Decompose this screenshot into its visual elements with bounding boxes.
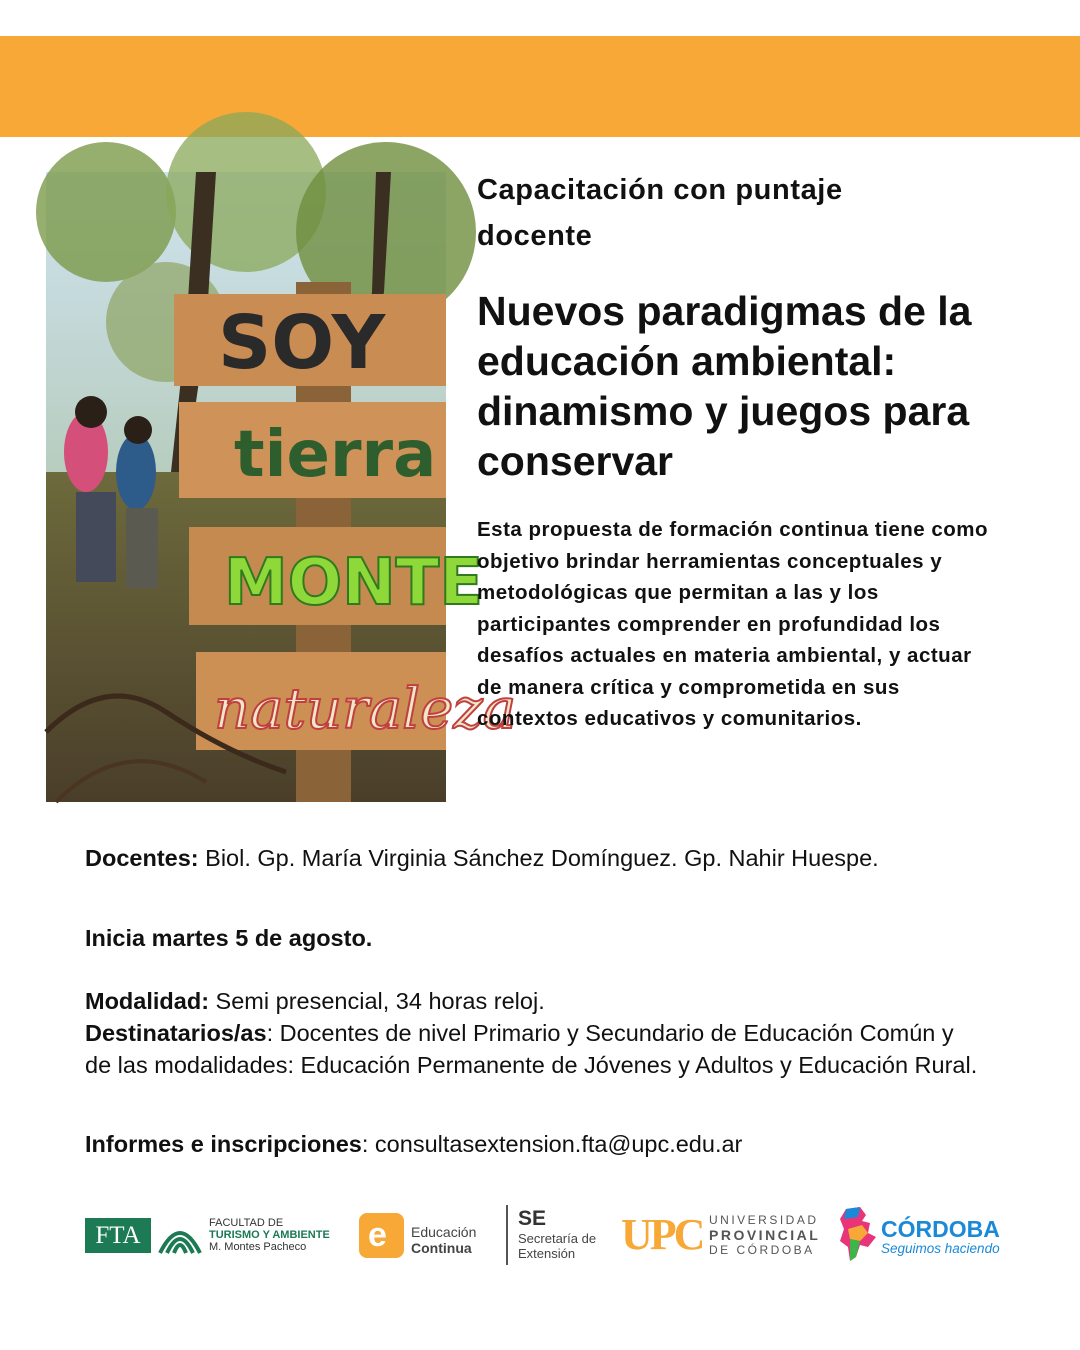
destinatarios-line: [85, 1017, 985, 1081]
docentes-label: Docentes:: [85, 845, 199, 871]
sign-text-soy: SOY: [218, 300, 386, 386]
cordoba-logo-text: [881, 1217, 1000, 1257]
se-line-1: Secretaría de: [518, 1231, 597, 1246]
modalidad-label: Modalidad:: [85, 988, 210, 1014]
upc-line-2: PROVINCIAL: [709, 1227, 821, 1243]
cordoba-tagline: Seguimos haciendo: [881, 1241, 1000, 1256]
docentes-line: [85, 842, 985, 874]
docentes-value: Biol. Gp. María Virginia Sánchez Domínguez. Gp. Nahir Huespe.: [198, 845, 879, 871]
informes-line: [85, 1128, 985, 1160]
secretaria-extension-logo: [518, 1207, 596, 1261]
fta-line-2: TURISMO Y AMBIENTE: [209, 1229, 330, 1241]
course-description: Esta propuesta de formación continua tiene como objetivo brindar herramientas conceptuales y metodológicas que permitan a las y los participantes comprender en profundidad los desafíos actuales en materia ambiental, y actuar de manera crítica y comprometida en sus contextos educativos y comunitarios.: [477, 518, 989, 730]
upc-logo-mark: UPC: [621, 1210, 703, 1259]
course-title: Nuevos paradigmas de la educación ambiental: dinamismo y juegos para conservar: [477, 288, 972, 484]
cordoba-map-icon: [838, 1207, 878, 1263]
upc-line-3: DE CÓRDOBA: [709, 1243, 815, 1257]
top-accent-bar: [0, 36, 1080, 137]
se-abbr: SE: [518, 1207, 547, 1230]
educacion-continua-text: [411, 1224, 476, 1256]
destinatarios-value: : Docentes de nivel Primario y Secundario de Educación Común y de las modalidades: Educación Permanente de Jóvenes y Adultos y Educación Rural.: [85, 1020, 978, 1078]
se-line-2: Extensión: [518, 1246, 576, 1261]
fta-logo-text: [209, 1217, 330, 1253]
fta-logo-mark: FTA: [85, 1218, 151, 1253]
informes-email[interactable]: : consultasextension.fta@upc.edu.ar: [361, 1131, 743, 1157]
upc-line-1: UNIVERSIDAD: [709, 1213, 819, 1227]
modalidad-value: Semi presencial, 34 horas reloj.: [209, 988, 545, 1014]
modalidad-line: [85, 985, 985, 1017]
educacion-continua-icon: e: [359, 1213, 404, 1258]
photo-wooden-signs: [46, 172, 517, 802]
course-kicker: Capacitación con puntaje docente: [477, 174, 843, 252]
edu-line-1: Educación: [411, 1224, 477, 1240]
logo-divider: [506, 1205, 508, 1265]
sign-text-monte: MONTE: [224, 546, 484, 620]
edu-line-2: Continua: [411, 1240, 472, 1256]
sign-text-naturaleza: naturaleza: [214, 677, 517, 742]
informes-label: Informes e inscripciones: [85, 1131, 362, 1157]
fta-line-3: M. Montes Pacheco: [209, 1241, 307, 1253]
logo-strip: [0, 1195, 1080, 1275]
destinatarios-label: Destinatarios/as: [85, 1020, 267, 1046]
sign-text-tierra: tierra: [234, 418, 437, 492]
upc-logo-text: [709, 1213, 820, 1258]
fta-arcs-icon: [156, 1215, 204, 1255]
fta-line-1: FACULTAD DE: [209, 1217, 284, 1229]
cordoba-name: CÓRDOBA: [881, 1216, 1000, 1242]
start-date: Inicia martes 5 de agosto.: [85, 925, 373, 951]
